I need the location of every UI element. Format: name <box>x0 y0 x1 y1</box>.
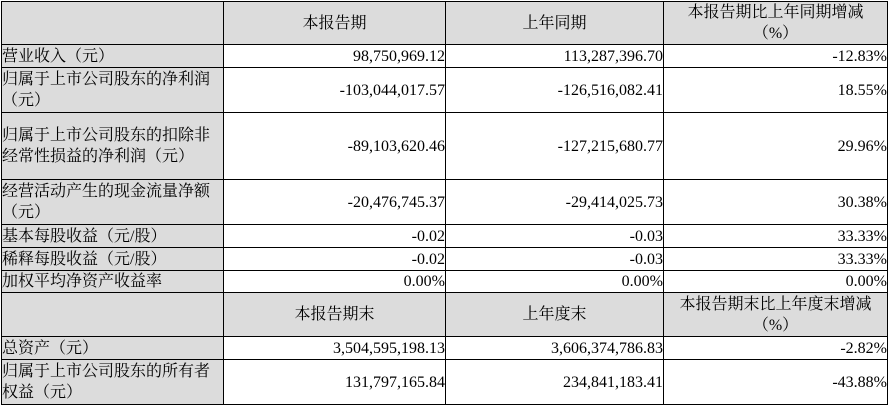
cell-net-profit-current: -103,044,017.57 <box>224 68 446 113</box>
cell-basic-eps-current: -0.02 <box>224 225 446 248</box>
header-cell-prior-year-end: 上年度末 <box>446 293 664 337</box>
cell-net-profit-prior: -126,516,082.41 <box>446 68 664 113</box>
header-cell-current-period-end: 本报告期末 <box>224 293 446 337</box>
table-row-diluted-eps <box>2 248 888 271</box>
date-change-header-line2: （%） <box>752 316 799 334</box>
cell-revenue-current: 98,750,969.12 <box>224 45 446 68</box>
row-label-diluted-eps: 稀释每股收益（元/股） <box>2 248 224 271</box>
header-cell-date-change <box>664 293 888 337</box>
header-cell-empty <box>2 2 224 45</box>
period-change-header-line2: （%） <box>752 25 799 42</box>
cell-weighted-roe-prior: 0.00% <box>446 271 664 293</box>
header-cell-empty-2 <box>2 293 224 337</box>
cell-owners-equity-current: 131,797,165.84 <box>224 360 446 405</box>
row-label-owners-equity: 归属于上市公司股东的所有者权益（元） <box>2 360 224 405</box>
cell-diluted-eps-change: 33.33% <box>664 248 888 271</box>
row-label-weighted-roe: 加权平均净资产收益率 <box>2 271 224 293</box>
row-label-total-assets: 总资产（元） <box>2 337 224 360</box>
header-cell-prior-period: 上年同期 <box>446 2 664 45</box>
cell-total-assets-change: -2.82% <box>664 337 888 360</box>
table-row-operating-cash-flow <box>2 180 888 225</box>
table-row-deducted-net-profit <box>2 113 888 180</box>
cell-deducted-net-profit-prior: -127,215,680.77 <box>446 113 664 180</box>
cell-revenue-change: -12.83% <box>664 45 888 68</box>
cell-total-assets-prior: 3,606,374,786.83 <box>446 337 664 360</box>
cell-basic-eps-prior: -0.03 <box>446 225 664 248</box>
table-row-net-profit <box>2 68 888 113</box>
cell-owners-equity-change: -43.88% <box>664 360 888 405</box>
row-label-revenue: 营业收入（元） <box>2 45 224 68</box>
cell-deducted-net-profit-current: -89,103,620.46 <box>224 113 446 180</box>
cell-operating-cash-flow-current: -20,476,745.37 <box>224 180 446 225</box>
cell-diluted-eps-current: -0.02 <box>224 248 446 271</box>
cell-operating-cash-flow-prior: -29,414,025.73 <box>446 180 664 225</box>
table-row-basic-eps <box>2 225 888 248</box>
row-label-net-profit: 归属于上市公司股东的净利润（元） <box>2 68 224 113</box>
cell-owners-equity-prior: 234,841,183.41 <box>446 360 664 405</box>
period-change-header-line1: 本报告期比上年同期增减 <box>687 4 864 21</box>
table-row-total-assets <box>2 337 888 360</box>
cell-operating-cash-flow-change: 30.38% <box>664 180 888 225</box>
cell-deducted-net-profit-change: 29.96% <box>664 113 888 180</box>
row-label-operating-cash-flow: 经营活动产生的现金流量净额（元） <box>2 180 224 225</box>
table-row-weighted-roe <box>2 271 888 293</box>
table-row-owners-equity <box>2 360 888 405</box>
header-cell-current-period: 本报告期 <box>224 2 446 45</box>
cell-total-assets-current: 3,504,595,198.13 <box>224 337 446 360</box>
cell-weighted-roe-change: 0.00% <box>664 271 888 293</box>
header-row-date <box>2 293 888 337</box>
cell-basic-eps-change: 33.33% <box>664 225 888 248</box>
date-change-header-line1: 本报告期末比上年度末增减 <box>679 295 872 313</box>
cell-weighted-roe-current: 0.00% <box>224 271 446 293</box>
table-row-revenue <box>2 45 888 68</box>
cell-diluted-eps-prior: -0.03 <box>446 248 664 271</box>
cell-revenue-prior: 113,287,396.70 <box>446 45 664 68</box>
financial-summary-table <box>1 1 888 405</box>
row-label-basic-eps: 基本每股收益（元/股） <box>2 225 224 248</box>
cell-net-profit-change: 18.55% <box>664 68 888 113</box>
header-cell-period-change <box>664 2 888 45</box>
row-label-deducted-net-profit: 归属于上市公司股东的扣除非经常性损益的净利润（元） <box>2 113 224 180</box>
header-row-period <box>2 2 888 45</box>
